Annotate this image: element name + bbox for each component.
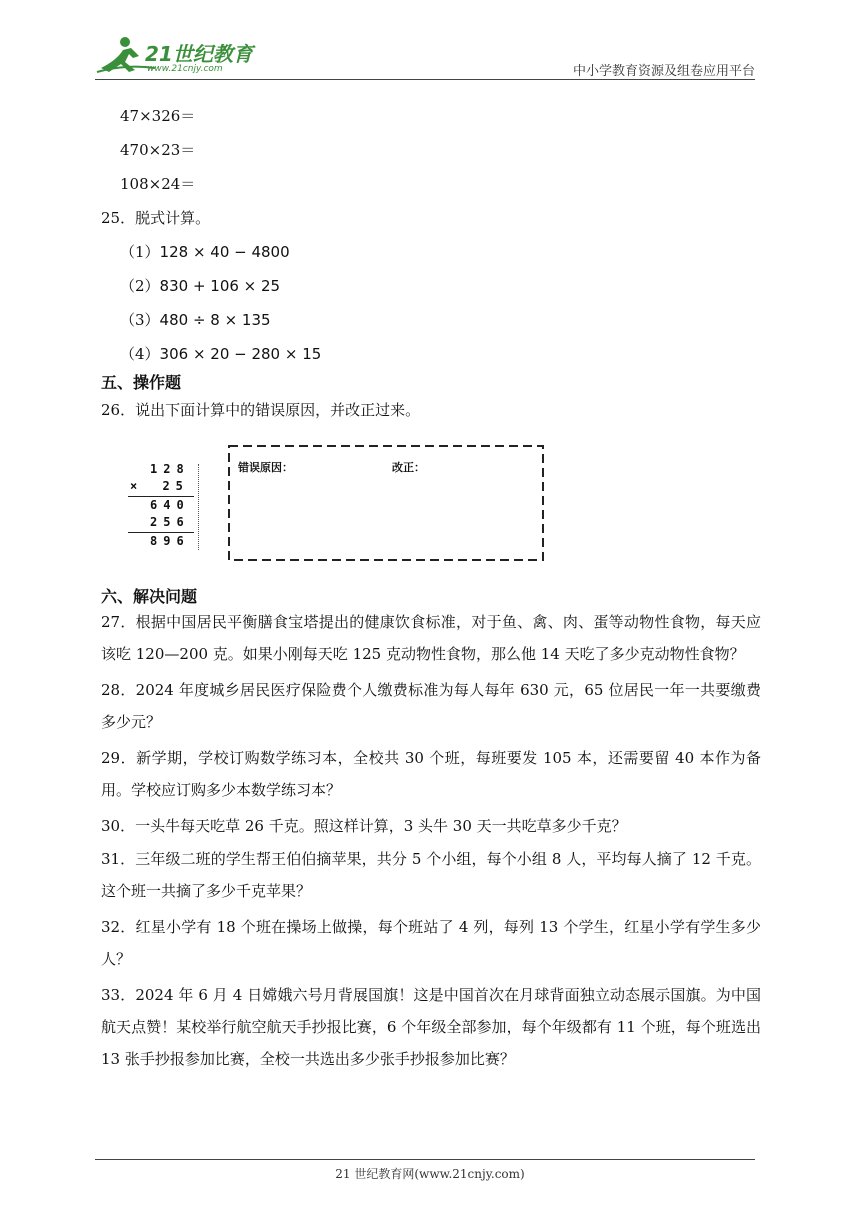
q25-item-num: （1）	[120, 243, 160, 261]
question-33: 33．2024 年 6 月 4 日嫦娥六号月背展国旗！这是中国首次在月球背面独立动态展示国旗。为中国航天点赞！某校举行航空航天手抄报比赛，6 个年级全部参加，每个年级都有 11 个班，每个班选出 13 张手抄报参加比赛，全校一共选出多少张手抄报参加比赛？	[101, 986, 761, 1068]
q25-item-expr: 306 × 20 − 280 × 15	[159, 345, 322, 363]
footer-divider	[95, 1159, 755, 1160]
q25-item-3	[120, 310, 271, 330]
logo-text: 21世纪教育	[145, 42, 253, 66]
figure-row-1: 128	[150, 462, 190, 476]
q25-item-1	[120, 242, 290, 262]
calc-line-2: 470×23＝	[120, 141, 196, 159]
question-26: 26．说出下面计算中的错误原因，并改正过来。	[101, 401, 421, 419]
question-32: 32．红星小学有 18 个班在操场上做操，每个班站了 4 列，每列 13 个学生，红星小学有学生多少人？	[101, 918, 761, 968]
section-6-heading: 六、解决问题	[101, 587, 198, 606]
question-31: 31．三年级二班的学生帮王伯伯摘苹果，共分 5 个小组，每个小组 8 人，平均每人摘了 12 千克。这个班一共摘了多少千克苹果？	[101, 850, 761, 900]
figure-row-5: 896	[150, 534, 190, 548]
vertical-multiplication-figure	[122, 438, 212, 562]
figure-rule-1	[128, 496, 194, 497]
q25-item-num: （4）	[120, 345, 160, 363]
platform-title: 中小学教育资源及组卷应用平台	[572, 64, 755, 79]
footer-text: 21 世纪教育网(www.21cnjy.com)	[335, 1167, 525, 1181]
figure-row-2: × 25	[130, 479, 189, 493]
question-28: 28．2024 年度城乡居民医疗保险费个人缴费标准为每人每年 630 元，65 位居民一年一共要缴费多少元？	[101, 681, 761, 731]
calc-line-1: 47×326＝	[120, 107, 196, 125]
q25-item-4	[120, 344, 321, 364]
q25-item-2	[120, 276, 280, 296]
question-29: 29．新学期，学校订购数学练习本，全校共 30 个班，每班要发 105 本，还需要留 40 本作为备用。学校应订购多少本数学练习本？	[101, 749, 761, 799]
figure-rule-2	[128, 532, 194, 533]
figure-dotted-divider	[198, 464, 199, 550]
correction-label: 改正：	[392, 461, 425, 474]
calc-line-3: 108×24＝	[120, 175, 196, 193]
section-5-heading: 五、操作题	[101, 373, 182, 392]
header-divider	[95, 79, 755, 80]
figure-row-4: 256	[150, 515, 190, 529]
q25-item-expr: 480 ÷ 8 × 135	[159, 311, 271, 329]
q25-item-num: （2）	[120, 277, 160, 295]
site-logo	[95, 34, 265, 80]
q25-item-expr: 128 × 40 − 4800	[159, 243, 290, 261]
answer-box	[228, 445, 544, 561]
q25-item-num: （3）	[120, 311, 160, 329]
question-27: 27．根据中国居民平衡膳食宝塔提出的健康饮食标准，对于鱼、禽、肉、蛋等动物性食物，每天应该吃 120—200 克。如果小刚每天吃 125 克动物性食物，那么他 14 天吃了多少克动物性食物？	[101, 613, 761, 663]
error-reason-label: 错误原因：	[238, 461, 293, 474]
q25-item-expr: 830 + 106 × 25	[159, 277, 281, 295]
question-30: 30．一头牛每天吃草 26 千克。照这样计算，3 头牛 30 天一共吃草多少千克？	[101, 817, 627, 835]
figure-row-3: 640	[150, 498, 190, 512]
logo-url-text: www.21cnjy.com	[147, 64, 223, 74]
question-25-title: 25．脱式计算。	[101, 209, 211, 227]
